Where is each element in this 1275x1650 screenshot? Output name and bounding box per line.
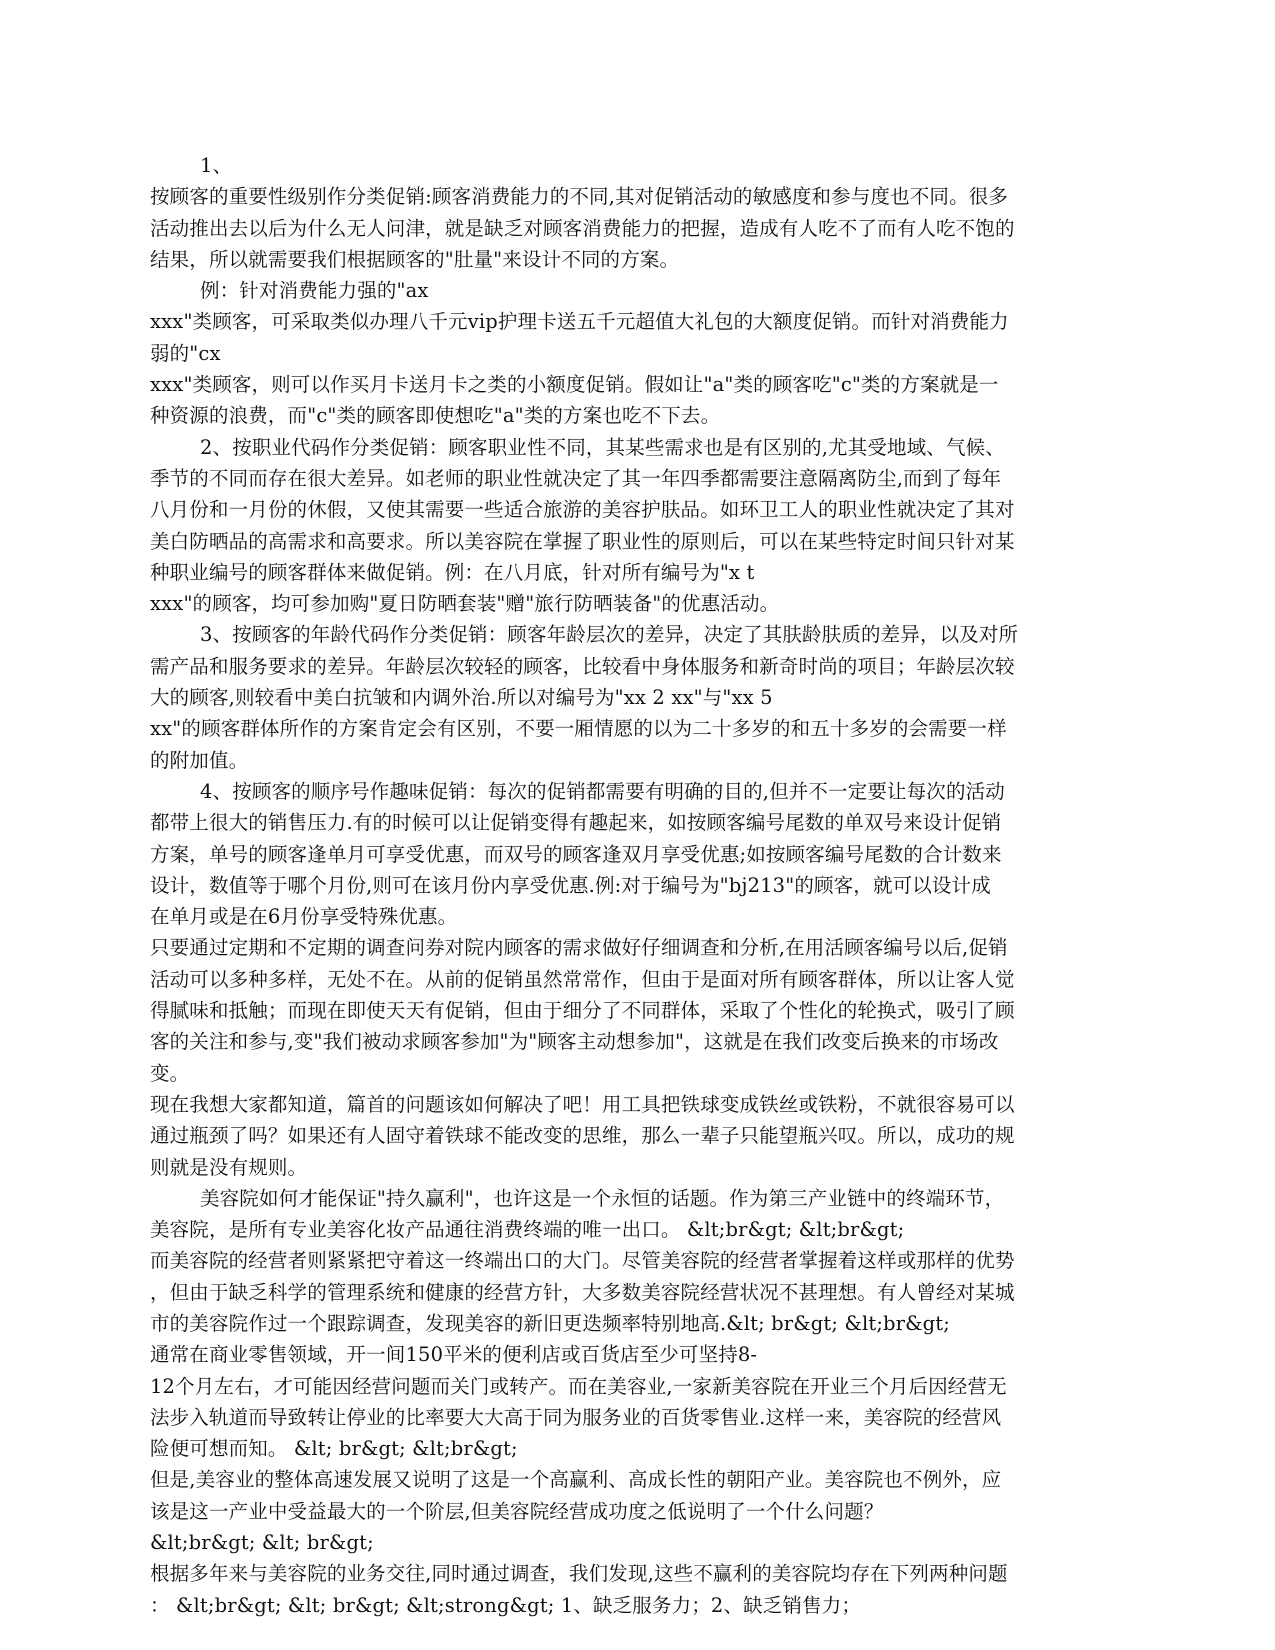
text-line: 美白防晒品的高需求和高要求。所以美容院在掌握了职业性的原则后，可以在某些特定时间只针对某: [150, 529, 1015, 553]
text-line: 美容院，是所有专业美容化妆产品通往消费终端的唯一出口。 &lt;br&gt; &lt;br&gt;: [150, 1218, 905, 1242]
text-line: 12个月左右，才可能因经营问题而关门或转产。而在美容业,一家新美容院在开业三个月后因经营无: [150, 1374, 1007, 1398]
text-line: ，但由于缺乏科学的管理系统和健康的经营方针，大多数美容院经营状况不甚理想。有人曾经对某城: [150, 1280, 1015, 1304]
text-line: 设计，数值等于哪个月份,则可在该月份内享受优惠.例:对于编号为"bj213"的顾客，就可以设计成: [150, 873, 991, 897]
document-body: [150, 150, 1120, 1621]
text-line: 只要通过定期和不定期的调查问券对院内顾客的需求做好仔细调查和分析,在用活顾客编号以后,促销: [150, 936, 1008, 960]
text-line: 弱的"cx: [150, 341, 221, 365]
text-line: 变。: [150, 1061, 190, 1085]
text-line: 险便可想而知。 &lt; br&gt; &lt;br&gt;: [150, 1437, 518, 1461]
text-line: 大的顾客,则较看中美白抗皱和内调外治.所以对编号为"xx 2 xx"与"xx 5: [150, 686, 773, 710]
text-line: 季节的不同而存在很大差异。如老师的职业性就决定了其一年四季都需要注意隔离防尘,而到了每年: [150, 466, 1002, 490]
text-line: 的附加值。: [150, 748, 249, 772]
text-line: 种职业编号的顾客群体来做促销。例：在八月底，针对所有编号为"x t: [150, 560, 755, 584]
text-line: 通过瓶颈了吗？如果还有人固守着铁球不能改变的思维，那么一辈子只能望瓶兴叹。所以，成功的规: [150, 1124, 1015, 1148]
text-line: 八月份和一月份的休假，又使其需要一些适合旅游的美容护肤品。如环卫工人的职业性就决定了其对: [150, 498, 1015, 522]
text-line: 例：针对消费能力强的"ax: [200, 279, 429, 303]
text-line: 活动推出去以后为什么无人问津，就是缺乏对顾客消费能力的把握，造成有人吃不了而有人吃不饱的: [150, 216, 1015, 240]
text-line: 4、按顾客的顺序号作趣味促销：每次的促销都需要有明确的目的,但并不一定要让每次的活动: [200, 779, 1005, 803]
text-line: 方案，单号的顾客逢单月可享受优惠，而双号的顾客逢双月享受优惠;如按顾客编号尾数的合计数来: [150, 842, 1002, 866]
text-line: 得腻味和抵触；而现在即使天天有促销，但由于细分了不同群体，采取了个性化的轮换式，吸引了顾: [150, 999, 1015, 1023]
text-line: &lt;br&gt; &lt; br&gt;: [150, 1531, 374, 1555]
text-line: 客的关注和参与,变"我们被动求顾客参加"为"顾客主动想参加"，这就是在我们改变后换来的市场改: [150, 1030, 999, 1054]
text-line: 而美容院的经营者则紧紧把守着这一终端出口的大门。尽管美容院的经营者掌握着这样或那样的优势: [150, 1249, 1015, 1273]
text-line: xx"的顾客群体所作的方案肯定会有区别，不要一厢情愿的以为二十多岁的和五十多岁的会需要一样: [150, 717, 1007, 741]
text-line: 美容院如何才能保证"持久赢利"，也许这是一个永恒的话题。作为第三产业链中的终端环节，: [200, 1186, 1005, 1210]
text-line: 法步入轨道而导致转让停业的比率要大大高于同为服务业的百货零售业.这样一来，美容院的经营风: [150, 1405, 1002, 1429]
text-line: 3、按顾客的年龄代码作分类促销：顾客年龄层次的差异，决定了其肤龄肤质的差异，以及对所: [200, 623, 1019, 647]
text-line: 结果，所以就需要我们根据顾客的"肚量"来设计不同的方案。: [150, 247, 680, 271]
text-line: 活动可以多种多样，无处不在。从前的促销虽然常常作，但由于是面对所有顾客群体，所以让客人觉: [150, 967, 1015, 991]
text-line: 1、: [200, 154, 233, 177]
text-line: xxx"的顾客，均可参加购"夏日防晒套装"赠"旅行防晒装备"的优惠活动。: [150, 592, 780, 616]
text-line: 市的美容院作过一个跟踪调查，发现美容的新旧更迭频率特别地高.&lt; br&gt; &lt;br&gt;: [150, 1311, 950, 1335]
text-line: 需产品和服务要求的差异。年龄层次较轻的顾客，比较看中身体服务和新奇时尚的项目；年龄层次较: [150, 654, 1015, 678]
text-line: 该是这一产业中受益最大的一个阶层,但美容院经营成功度之低说明了一个什么问题？: [150, 1499, 884, 1523]
text-line: xxx"类顾客，则可以作买月卡送月卡之类的小额度促销。假如让"a"类的顾客吃"c"类的方案就是一: [150, 373, 999, 397]
text-line: 在单月或是在6月份享受特殊优惠。: [150, 905, 458, 929]
text-line: 现在我想大家都知道，篇首的问题该如何解决了吧！用工具把铁球变成铁丝或铁粉，不就很容易可以: [150, 1092, 1015, 1116]
text-line: 根据多年来与美容院的业务交往,同时通过调查，我们发现,这些不赢利的美容院均存在下列两种问题: [150, 1562, 1008, 1586]
text-line: xxx"类顾客，可采取类似办理八千元vip护理卡送五千元超值大礼包的大额度促销。而针对消费能力: [150, 310, 1009, 334]
text-line: 种资源的浪费，而"c"类的顾客即使想吃"a"类的方案也吃不下去。: [150, 404, 721, 428]
text-line: 则就是没有规则。: [150, 1155, 308, 1179]
text-line: 都带上很大的销售压力.有的时候可以让促销变得有趣起来，如按顾客编号尾数的单双号来设计促销: [150, 811, 1002, 835]
text-line: ： &lt;br&gt; &lt; br&gt; &lt;strong&gt; 1、缺乏服务力；2、缺乏销售力；: [150, 1593, 861, 1617]
text-line: 按顾客的重要性级别作分类促销:顾客消费能力的不同,其对促销活动的敏感度和参与度也不同。很多: [150, 185, 1009, 209]
text-line: 2、按职业代码作分类促销：顾客职业性不同，其某些需求也是有区别的,尤其受地域、气候、: [200, 435, 1005, 459]
text-line: 但是,美容业的整体高速发展又说明了这是一个高赢利、高成长性的朝阳产业。美容院也不例外，应: [150, 1468, 1002, 1492]
text-line: 通常在商业零售领域，开一间150平米的便利店或百货店至少可坚持8-: [150, 1343, 758, 1367]
